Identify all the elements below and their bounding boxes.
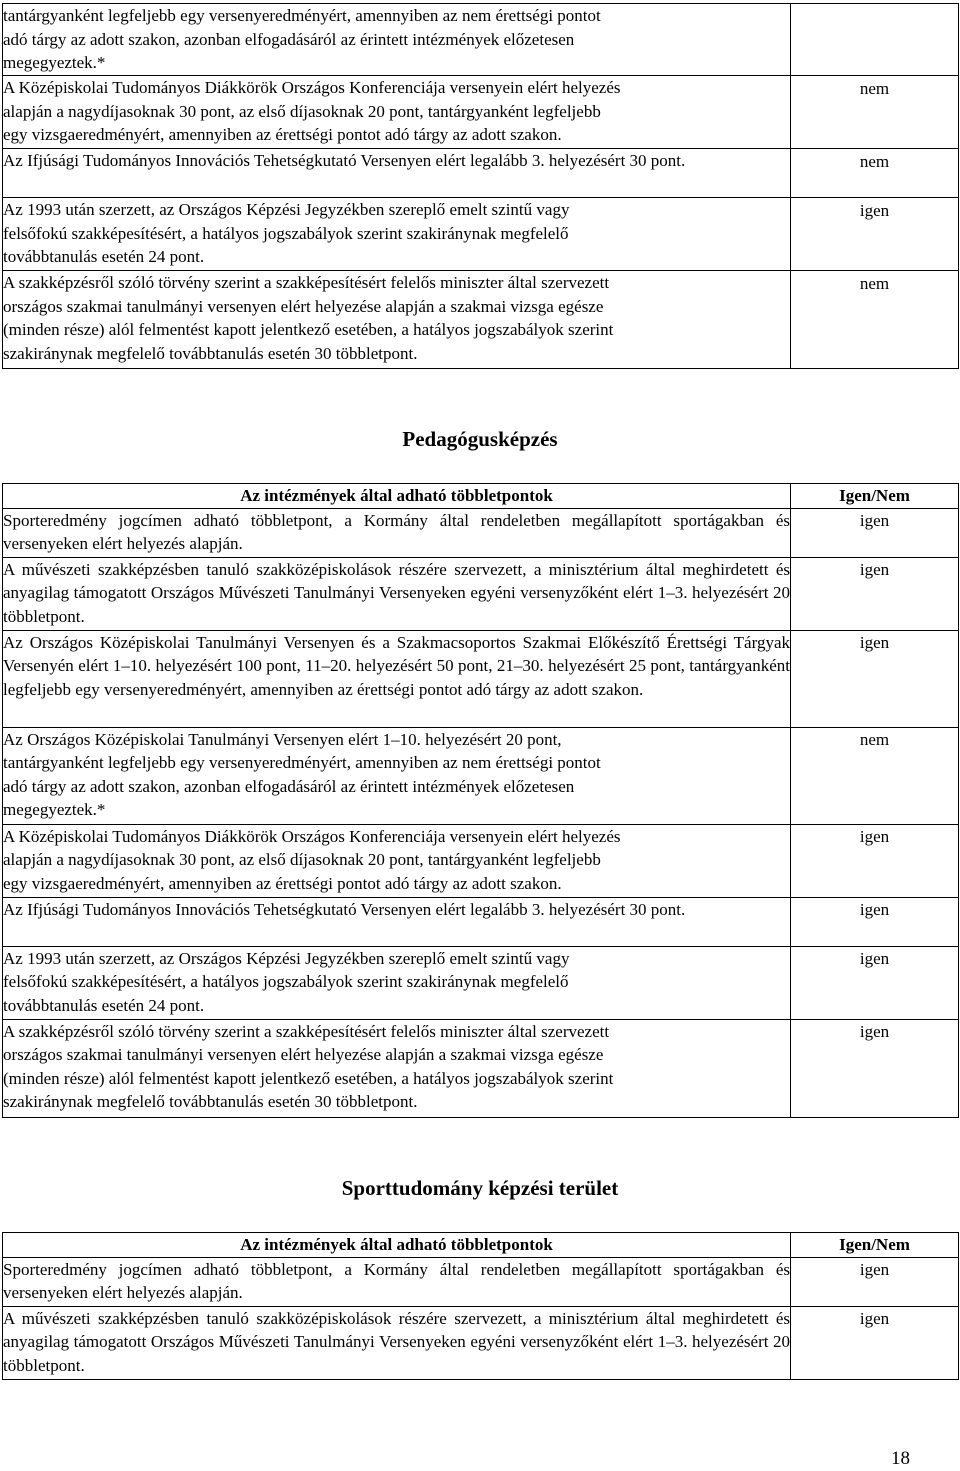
row-value: igen: [859, 510, 890, 530]
table-row: [3, 1257, 959, 1306]
row-value: igen: [859, 1308, 890, 1328]
table-row: [3, 271, 959, 369]
section-title-pedagogy: Pedagógusképzés: [402, 427, 558, 451]
row-text: Sporteredmény jogcímen adható többletpont, a Kormány által rendeletben megállapított sportágakban és versenyeken elért helyezés alapján.: [3, 510, 790, 554]
row-value: nem: [859, 79, 890, 98]
table-row: [3, 557, 959, 630]
row-value: nem: [859, 274, 890, 293]
table-row: [3, 727, 959, 824]
table-row: [3, 946, 959, 1019]
row-text: Az Országos Középiskolai Tanulmányi Versenyen elért 1–10. helyezésért 20 pont, tantárgyanként legfeljebb egy versenyeredményért, amennyiben az nem érettségi pontot adó tárgy az adott szakon, azonban elfogadásáról az érintett intézmények előzetesen megegyeztek.*: [3, 729, 601, 820]
table-row: [3, 4, 959, 76]
table-header-row: [3, 1233, 959, 1258]
page-number: 18: [891, 1448, 910, 1469]
row-text: A szakképzésről szóló törvény szerint a szakképesítésért felelős miniszter által szervezett országos szakmai tanulmányi versenyen elért helyezése alapján a szakmai vizsga egésze (minden része) alól felmentést kapott jelentkező esetében, a hatályos jogszabályok szerint szakiránynak megfelelő továbbtanulás esetén 30 többletpont.: [3, 273, 614, 363]
row-value: igen: [859, 632, 890, 652]
row-text: Sporteredmény jogcímen adható többletpont, a Kormány által rendeletben megállapított sportágakban és versenyeken elért helyezés alapján.: [3, 1259, 790, 1303]
table-row: [3, 824, 959, 897]
row-text: A művészeti szakképzésben tanuló szakközépiskolások részére szervezett, a minisztérium által meghirdetett és anyagilag támogatott Országos Művészeti Tanulmányi Versenyeken egyéni versenyzőként elért 1–3. helyezésért 20 többletpont.: [3, 1308, 790, 1375]
row-text: Az 1993 után szerzett, az Országos Képzési Jegyzékben szereplő emelt szintű vagy felsőfokú szakképesítésért, a hatályos jogszabályok szerint szakiránynak megfelelő továbbtanulás esetén 24 pont.: [3, 948, 570, 1015]
table-row: [3, 1019, 959, 1117]
row-value: igen: [859, 201, 890, 220]
column-header-yes-no: Igen/Nem: [839, 486, 910, 505]
table-row: [3, 198, 959, 271]
row-value: igen: [859, 1259, 890, 1279]
row-value: igen: [859, 1021, 890, 1041]
table-row: [3, 76, 959, 149]
row-text: A művészeti szakképzésben tanuló szakközépiskolások részére szervezett, a minisztérium által meghirdetett és anyagilag támogatott Országos Művészeti Tanulmányi Versenyeken egyéni versenyzőként elért 1–3. helyezésért 20 többletpont.: [3, 559, 790, 626]
row-text: A szakképzésről szóló törvény szerint a szakképesítésért felelős miniszter által szervezett országos szakmai tanulmányi versenyen elért helyezése alapján a szakmai vizsga egésze (minden része) alól felmentést kapott jelentkező esetében, a hatályos jogszabályok szerint szakiránynak megfelelő továbbtanulás esetén 30 többletpont.: [3, 1021, 614, 1112]
column-header-points: Az intézmények által adható többletpontok: [240, 1235, 553, 1254]
row-value: igen: [859, 826, 890, 846]
row-text: A Középiskolai Tudományos Diákkörök Országos Konferenciája versenyein elért helyezés alapján a nagydíjasoknak 30 pont, az első díjasoknak 20 pont, tantárgyanként legfeljebb egy vizsgaeredményért, amennyiben az érettségi pontot adó tárgy az adott szakon.: [3, 826, 621, 893]
pedagogy-table: [2, 483, 959, 1118]
column-header-yes-no: Igen/Nem: [839, 1235, 910, 1254]
row-text: tantárgyanként legfeljebb egy versenyeredményért, amennyiben az nem érettségi pontot adó tárgy az adott szakon, azonban elfogadásáról az érintett intézmények előzetesen megegyeztek.*: [3, 6, 601, 73]
table-row: [3, 508, 959, 557]
table-header-row: [3, 484, 959, 509]
row-value: nem: [859, 729, 890, 749]
row-text: Az Ifjúsági Tudományos Innovációs Tehetségkutató Versenyen elért legalább 3. helyezésért 30 pont.: [3, 151, 686, 170]
column-header-points: Az intézmények által adható többletpontok: [240, 486, 553, 505]
row-value: igen: [859, 559, 890, 579]
table-row: [3, 149, 959, 198]
continuation-table: [2, 3, 959, 369]
row-text: Az 1993 után szerzett, az Országos Képzési Jegyzékben szereplő emelt szintű vagy felsőfokú szakképesítésért, a hatályos jogszabályok szerint szakiránynak megfelelő továbbtanulás esetén 24 pont.: [3, 200, 570, 267]
table-row: [3, 630, 959, 727]
table-row: [3, 1306, 959, 1379]
table-row: [3, 897, 959, 946]
row-text: Az Országos Középiskolai Tanulmányi Versenyen és a Szakmacsoportos Szakmai Előkészítő Érettségi Tárgyak Versenyén elért 1–10. helyezésért 100 pont, 11–20. helyezésért 50 pont, 21–30. helyezésért 25 pont, tantárgyanként legfeljebb egy versenyeredményért, amennyiben az érettségi pontot adó tárgy az adott szakon.: [3, 632, 790, 699]
row-value: igen: [859, 948, 890, 968]
row-text: A Középiskolai Tudományos Diákkörök Országos Konferenciája versenyein elért helyezés alapján a nagydíjasoknak 30 pont, az első díjasoknak 20 pont, tantárgyanként legfeljebb egy vizsgaeredményért, amennyiben az érettségi pontot adó tárgy az adott szakon.: [3, 78, 621, 145]
row-value: nem: [859, 152, 890, 171]
section-title-sport-science: Sporttudomány képzési terület: [341, 1176, 619, 1200]
row-text: Az Ifjúsági Tudományos Innovációs Tehetségkutató Versenyen elért legalább 3. helyezésért 30 pont.: [3, 899, 686, 919]
sport-science-table: [2, 1232, 959, 1380]
row-value: igen: [859, 899, 890, 919]
